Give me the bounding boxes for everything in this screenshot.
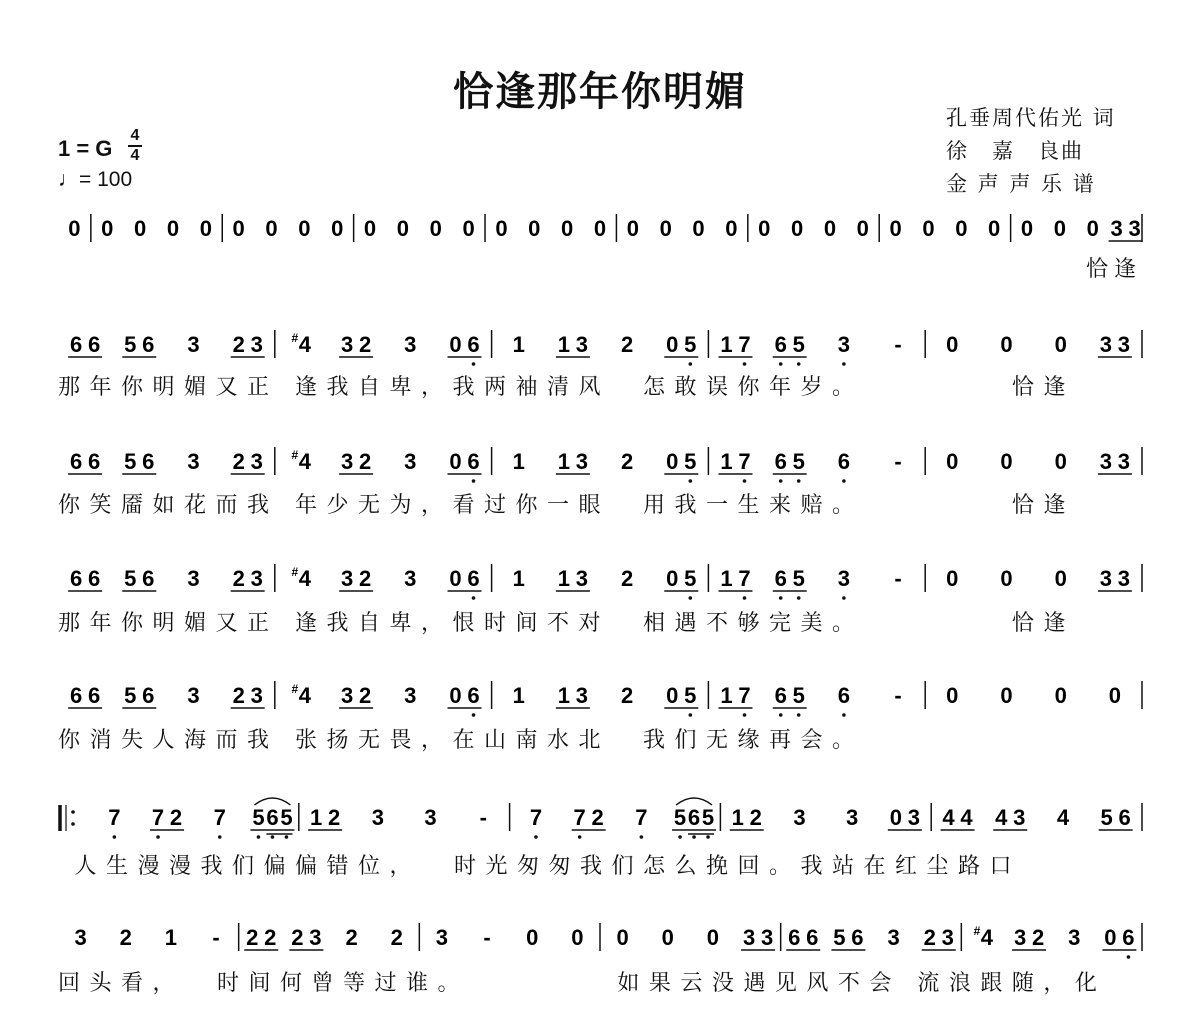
note-digit: 3 [250,566,263,591]
note-digit: 0 [396,216,410,241]
note-digit: 6 [837,449,851,474]
note-digit: 2 [620,683,634,708]
note-digit: 6 [467,332,480,357]
note-digit: 0 [1000,332,1013,357]
note-digit: 6 [142,566,155,591]
note-digit: 1 [557,332,571,357]
note-digit: 0 [666,566,679,591]
note-digit: 2 [358,683,372,708]
note-digit: 6 [69,449,83,474]
note-digit: 7 [573,805,586,830]
slur [676,798,712,805]
note-digit: 3 [340,566,354,591]
note-digit: 5 [792,449,805,474]
note-digit: 3 [1128,216,1141,241]
note-digit: 1 [720,683,733,708]
note-digit: 6 [788,925,801,950]
note-digit: 3 [575,332,589,357]
note-digit: 0 [449,566,462,591]
note-digit: 6 [1122,925,1135,950]
note-digit: 2 [232,566,245,591]
note-digit: 0 [495,216,508,241]
note-digit: 0 [1000,683,1013,708]
low-octave-dot [472,479,476,483]
note-digit: 0 [298,216,311,241]
low-octave-dot [743,713,747,717]
low-octave-dot [640,835,644,839]
note-digit: 3 [187,449,200,474]
note-digit: 0 [706,925,720,950]
note-digit: 1 [310,805,323,830]
note-digit: 0 [988,216,1001,241]
note-digit: 3 [1068,925,1081,950]
note-digit: 2 [264,925,277,950]
note-digit: 7 [151,805,165,830]
note-digit: 6 [837,683,851,708]
note-digit: 5 [792,566,805,591]
note-digit: 2 [232,449,245,474]
low-octave-dot [578,835,582,839]
sharp-sign: # [291,331,299,345]
note-digit: 1 [731,805,744,830]
note-digit: 6 [851,925,864,950]
note-digit: 6 [806,925,819,950]
low-octave-dot [218,835,222,839]
note-digit: 3 [1117,332,1131,357]
note-digit: 0 [429,216,442,241]
note-digit: 0 [166,216,180,241]
note-digit: 0 [666,683,679,708]
key-signature: 1 = G [58,136,113,161]
note-digit: 2 [358,449,372,474]
note-digit: 3 [371,805,384,830]
note-digit: 6 [774,683,787,708]
low-octave-dot [689,596,693,600]
note-digit: 1 [512,683,525,708]
note-digit: 2 [246,925,259,950]
note-digit: 1 [512,566,525,591]
note-digit: 0 [1104,925,1117,950]
note-digit: 0 [946,566,959,591]
lyric-line: 你笑靥如花而我 年少无为，看过你一眼 用我一生来赔。 恰逢 [58,493,1075,518]
note-digit: 3 [1099,566,1113,591]
note-digit: 0 [1020,216,1034,241]
note-digit: 0 [1054,449,1067,474]
note-digit: 0 [265,216,278,241]
note-digit: 0 [725,216,738,241]
note-digit: 2 [232,683,245,708]
note-digit: 7 [108,805,121,830]
note-digit: 0 [526,925,539,950]
note-digit: 7 [738,566,751,591]
note-digit: 0 [666,332,679,357]
note-digit: 3 [1099,449,1113,474]
note-digit: 3 [846,805,859,830]
note-digit: 5 [701,805,715,830]
note-digit: 2 [358,332,372,357]
transcriber-credit: 金 声 声 乐 谱 [946,172,1096,196]
note-digit: 6 [467,683,480,708]
note-digit: 3 [1099,332,1113,357]
note-digit: 3 [575,683,589,708]
note-digit: 0 [449,683,462,708]
note-digit: 0 [133,216,147,241]
note-digit: 1 [512,449,525,474]
low-octave-dot [1127,955,1131,959]
note-digit: 3 [309,925,322,950]
low-octave-dot [743,362,747,366]
low-octave-dot [472,596,476,600]
note-digit: 4 [1056,805,1070,830]
low-octave-dot [797,596,801,600]
note-digit: 3 [340,683,354,708]
note-digit: 6 [142,683,155,708]
sharp-note: 4 [298,449,312,474]
note-digit: 5 [673,805,687,830]
note-digit: 0 [1053,216,1067,241]
note-digit: 0 [946,332,959,357]
note-digit: 2 [345,925,358,950]
low-octave-dot [678,835,682,839]
low-octave-dot [689,362,693,366]
note-digit: 0 [946,449,959,474]
note-digit: 3 [887,925,900,950]
sharp-note: 4 [298,683,312,708]
note-digit: 1 [557,449,571,474]
note-digit: 0 [571,925,584,950]
sharp-note: 4 [298,332,312,357]
note-digit: 3 [907,805,920,830]
note-digit: 5 [792,332,805,357]
note-digit: 3 [1013,805,1026,830]
note-digit: 3 [435,925,449,950]
note-digit: 6 [1118,805,1131,830]
low-octave-dot [472,713,476,717]
low-octave-dot [842,596,846,600]
low-octave-dot [779,479,783,483]
note-digit: 7 [529,805,543,830]
dash: - [479,805,487,830]
note-digit: 4 [942,805,955,830]
note-digit: 2 [119,925,132,950]
note-digit: 3 [404,449,417,474]
note-digit: 4 [995,805,1008,830]
note-digit: 0 [889,805,902,830]
note-digit: 3 [1110,216,1123,241]
lyric-line: 人生漫漫我们偏偏错位， 时光匆匆我们怎么挽回。我站在红尘路口 [58,854,1021,879]
note-digit: 0 [593,216,607,241]
note-digit: 3 [760,925,774,950]
note-digit: 7 [635,805,648,830]
repeat-dot [71,810,75,814]
low-octave-dot [689,479,693,483]
low-octave-dot [779,596,783,600]
note-digit: 0 [449,449,462,474]
note-digit: 0 [528,216,541,241]
low-octave-dot [797,362,801,366]
note-digit: 3 [575,566,589,591]
lyricist-credit: 孔垂周代佑光 词 [946,106,1116,130]
note-digit: 6 [69,566,83,591]
low-octave-dot [842,713,846,717]
note-digit: 0 [363,216,377,241]
low-octave-dot [271,835,275,839]
note-digit: 3 [1013,925,1027,950]
note-digit: 2 [923,925,936,950]
note-digit: 3 [187,683,200,708]
note-digit: 2 [1031,925,1045,950]
low-octave-dot [534,835,538,839]
note-digit: 3 [837,566,851,591]
note-digit: 2 [169,805,183,830]
low-octave-dot [285,835,289,839]
note-digit: 0 [946,683,959,708]
note-digit: 0 [758,216,771,241]
note-digit: 0 [955,216,968,241]
note-digit: 3 [404,683,417,708]
note-digit: 0 [659,216,672,241]
note-digit: 2 [620,449,634,474]
note-digit: 2 [620,332,634,357]
note-digit: 1 [720,449,733,474]
note-digit: 5 [124,566,137,591]
note-digit: 3 [404,566,417,591]
sharp-sign: # [291,448,299,462]
lyric-line: 那年你明媚又正 逢我自卑，我两袖清风 怎敢误你年岁。 恰逢 [58,375,1075,400]
note-digit: 6 [87,566,101,591]
lyric-line: 那年你明媚又正 逢我自卑，恨时间不对 相遇不够完美。 恰逢 [58,611,1075,636]
note-digit: 6 [69,332,83,357]
low-octave-dot [797,479,801,483]
note-digit: 5 [124,683,137,708]
note-digit: 3 [250,449,263,474]
note-digit: 3 [941,925,954,950]
slur [254,798,290,805]
note-digit: 5 [124,332,137,357]
note-digit: 6 [69,683,83,708]
sharp-sign: # [973,924,981,938]
note-digit: 6 [87,332,101,357]
dash: - [894,449,902,474]
note-digit: 4 [960,805,973,830]
note-digit: 0 [823,216,837,241]
note-digit: 5 [684,566,697,591]
note-digit: 3 [1117,449,1131,474]
note-digit: 5 [792,683,805,708]
note-digit: 7 [738,683,751,708]
note-digit: 0 [449,332,462,357]
note-digit: 2 [620,566,634,591]
note-digit: 0 [232,216,245,241]
note-digit: 1 [720,566,733,591]
low-octave-dot [257,835,261,839]
note-digit: 6 [142,449,155,474]
note-digit: 6 [774,332,787,357]
note-digit: 3 [575,449,589,474]
note-digit: 3 [424,805,437,830]
note-digit: 5 [1100,805,1113,830]
low-octave-dot [842,362,846,366]
note-digit: 5 [684,449,697,474]
note-digit: 2 [390,925,403,950]
low-octave-dot [779,362,783,366]
note-digit: 0 [1086,216,1099,241]
note-digit: 0 [692,216,705,241]
dash: - [894,683,902,708]
note-digit: 2 [358,566,372,591]
repeat-dot [71,822,75,826]
sharp-note: 4 [298,566,312,591]
note-digit: 5 [684,332,697,357]
note-digit: 1 [720,332,733,357]
note-digit: 6 [467,449,480,474]
note-digit: 3 [187,566,200,591]
note-digit: 3 [793,805,806,830]
note-digit: 6 [774,566,787,591]
tempo-marking: ♩= 100 [58,168,133,191]
note-digit: 3 [404,332,417,357]
low-octave-dot [842,479,846,483]
note-digit: 0 [922,216,935,241]
note-digit: 0 [1000,566,1013,591]
note-digit: 0 [331,216,344,241]
note-digit: 0 [616,925,629,950]
note-digit: 0 [1000,449,1013,474]
low-octave-dot [113,835,117,839]
note-digit: 2 [749,805,762,830]
dash: - [212,925,220,950]
note-digit: 0 [889,216,902,241]
note-digit: 7 [738,449,751,474]
note-digit: 0 [462,216,475,241]
time-signature-top: 4 [130,127,140,144]
note-digit: 0 [856,216,869,241]
note-digit: 7 [738,332,751,357]
note-digit: 5 [280,805,293,830]
note-digit: 2 [328,805,341,830]
note-digit: 1 [164,925,178,950]
note-digit: 3 [250,683,263,708]
note-digit: 6 [774,449,787,474]
note-digit: 2 [591,805,604,830]
time-signature-bottom: 4 [130,147,140,164]
note-digit: 0 [561,216,574,241]
lyric-line: 恰逢 [1085,257,1142,282]
sharp-note: 4 [980,925,994,950]
low-octave-dot [689,713,693,717]
note-digit: 0 [1108,683,1122,708]
low-octave-dot [743,596,747,600]
note-digit: 1 [512,332,525,357]
dash: - [894,566,902,591]
low-octave-dot [156,835,160,839]
composer-credit: 徐 嘉 良曲 [946,139,1084,163]
note-digit: 5 [684,683,697,708]
sharp-sign: # [291,565,299,579]
note-digit: 3 [742,925,756,950]
dash: - [483,925,491,950]
low-octave-dot [779,713,783,717]
note-digit: 0 [1054,332,1067,357]
low-octave-dot [692,835,696,839]
note-digit: 7 [213,805,226,830]
note-digit: 0 [661,925,674,950]
low-octave-dot [743,479,747,483]
low-octave-dot [472,362,476,366]
note-digit: 0 [68,216,81,241]
low-octave-dot [706,835,710,839]
note-digit: 3 [1117,566,1131,591]
note-digit: 6 [266,805,279,830]
note-digit: 0 [666,449,679,474]
dash: - [894,332,902,357]
note-digit: 5 [833,925,846,950]
note-digit: 3 [187,332,200,357]
note-digit: 3 [340,332,354,357]
lyric-line: 你消失人海而我 张扬无畏，在山南水北 我们无缘再会。 [58,728,864,753]
lyric-line: 回头看， 时间何曾等过谁。 如果云没遇见风不会 流浪跟随，化 [58,971,1107,996]
note-digit: 0 [1054,683,1067,708]
note-digit: 5 [252,805,265,830]
note-digit: 1 [557,566,571,591]
note-digit: 6 [687,805,701,830]
note-digit: 0 [1054,566,1067,591]
note-digit: 0 [790,216,804,241]
note-digit: 3 [837,332,851,357]
note-digit: 5 [124,449,137,474]
song-title: 恰逢那年你明媚 [453,68,747,115]
note-digit: 0 [626,216,639,241]
note-digit: 3 [74,925,87,950]
note-digit: 0 [199,216,212,241]
note-digit: 6 [142,332,155,357]
note-digit: 1 [557,683,571,708]
note-digit: 2 [291,925,304,950]
sharp-sign: # [291,682,299,696]
note-digit: 6 [87,683,101,708]
note-digit: 2 [232,332,245,357]
note-digit: 6 [467,566,480,591]
note-digit: 3 [340,449,354,474]
low-octave-dot [797,713,801,717]
note-digit: 3 [250,332,263,357]
note-digit: 0 [101,216,114,241]
note-digit: 6 [87,449,101,474]
